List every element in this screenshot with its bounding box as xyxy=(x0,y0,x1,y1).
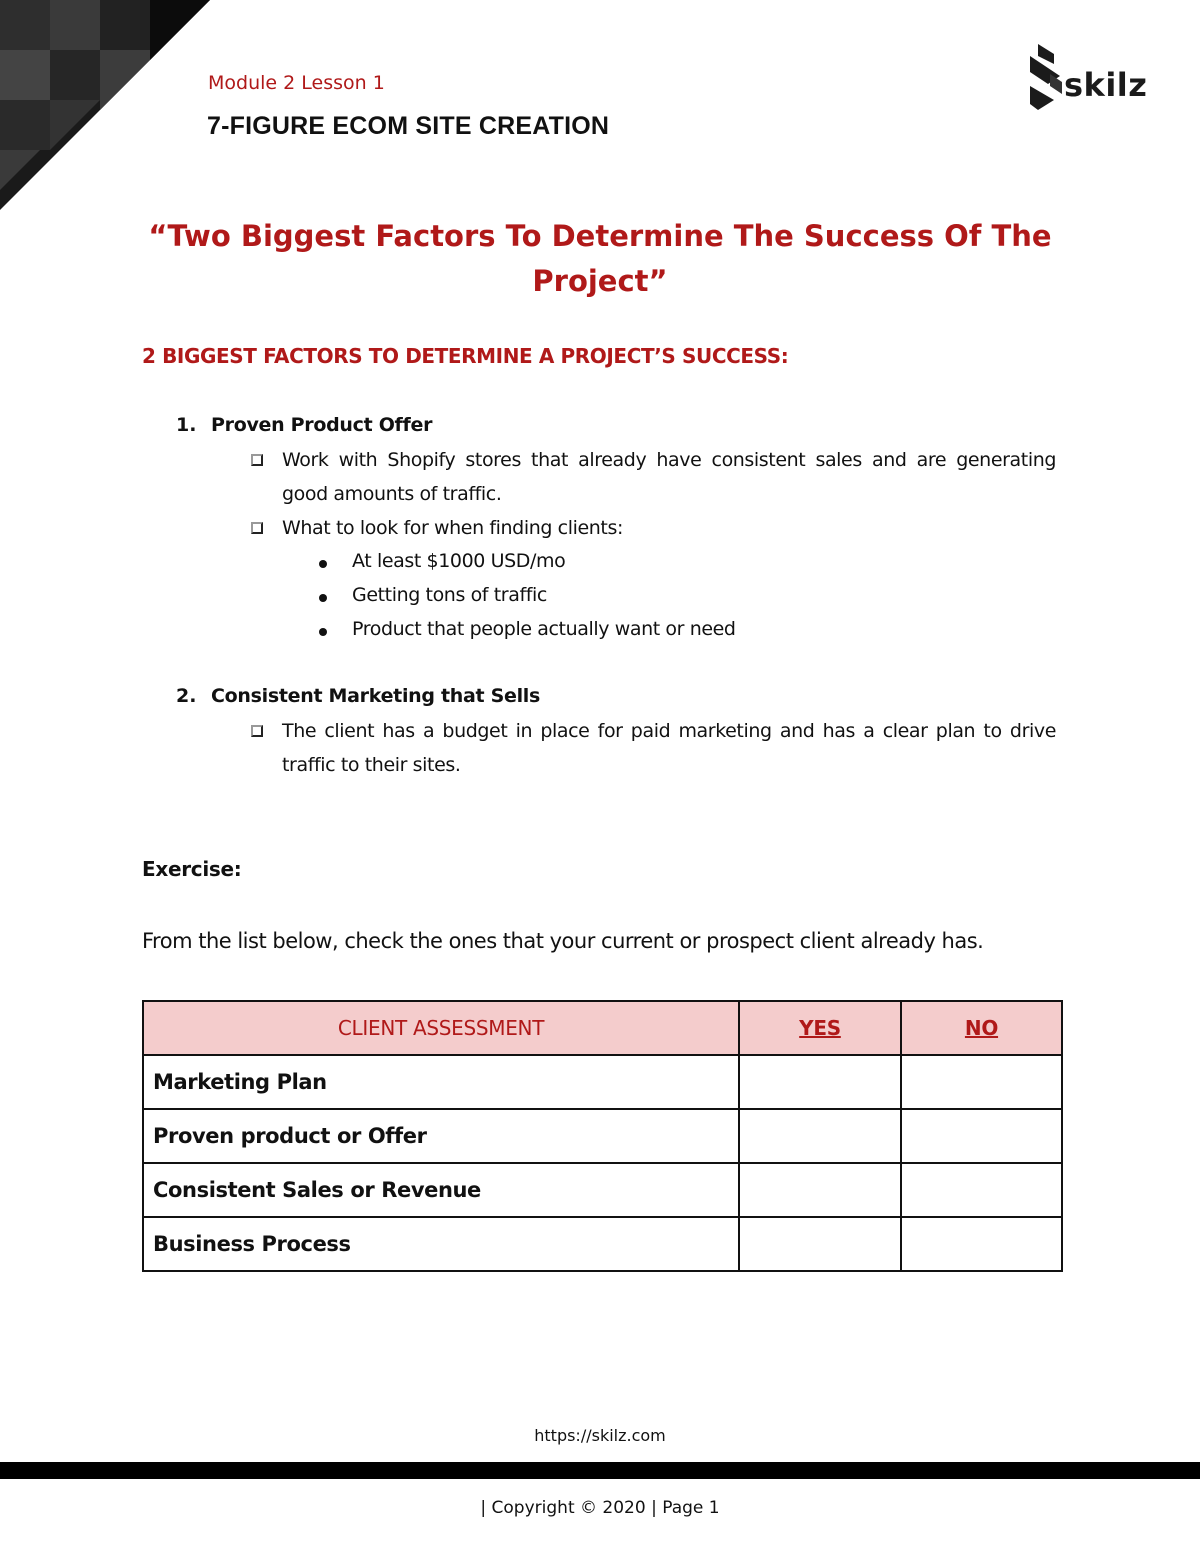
assessment-item: Marketing Plan xyxy=(143,1055,739,1109)
column-header-yes: YES xyxy=(739,1001,901,1055)
checkbox-icon xyxy=(251,725,263,737)
footer-url-link[interactable]: https://skilz.com xyxy=(534,1426,666,1445)
footer-copyright: | Copyright © 2020 | Page 1 xyxy=(480,1498,720,1518)
sub-bullet: Product that people actually want or need xyxy=(352,618,736,640)
no-cell[interactable] xyxy=(901,1055,1062,1109)
factor-title: Proven Product Offer xyxy=(211,414,433,436)
sub-bullet: Getting tons of traffic xyxy=(352,584,547,606)
factor-title: Consistent Marketing that Sells xyxy=(211,685,541,707)
client-assessment-table xyxy=(142,1000,1063,1272)
main-title-line1: “Two Biggest Factors To Determine The Success Of The xyxy=(148,219,1052,253)
assessment-item: Business Process xyxy=(143,1217,739,1271)
table-row xyxy=(143,1055,1062,1109)
footer-divider xyxy=(0,1462,1200,1479)
column-header-assessment: CLIENT ASSESSMENT xyxy=(143,1001,739,1055)
yes-cell[interactable] xyxy=(739,1217,901,1271)
no-cell[interactable] xyxy=(901,1109,1062,1163)
table-header-row xyxy=(143,1001,1062,1055)
section-heading: 2 BIGGEST FACTORS TO DETERMINE A PROJECT’S SUCCESS: xyxy=(142,344,789,368)
factor-point: Work with Shopify stores that already have consistent sales and are generating good amounts of traffic. xyxy=(282,449,1056,505)
no-cell[interactable] xyxy=(901,1163,1062,1217)
bullet-dot-icon xyxy=(319,560,327,568)
exercise-instruction: From the list below, check the ones that your current or prospect client already has. xyxy=(142,929,984,953)
assessment-item: Consistent Sales or Revenue xyxy=(143,1163,739,1217)
bullet-dot-icon xyxy=(319,628,327,636)
checkbox-icon xyxy=(251,454,263,466)
module-label: Module 2 Lesson 1 xyxy=(208,72,385,94)
table-row xyxy=(143,1217,1062,1271)
table-row xyxy=(143,1163,1062,1217)
factor-point: The client has a budget in place for paid marketing and has a clear plan to drive traffic to their sites. xyxy=(282,720,1056,776)
yes-cell[interactable] xyxy=(739,1163,901,1217)
factor-number: 1. xyxy=(176,414,197,436)
factor-point: What to look for when finding clients: xyxy=(282,517,623,539)
table-row xyxy=(143,1109,1062,1163)
main-title-line2: Project” xyxy=(532,264,668,298)
no-cell[interactable] xyxy=(901,1217,1062,1271)
course-title: 7-FIGURE ECOM SITE CREATION xyxy=(207,112,610,140)
yes-cell[interactable] xyxy=(739,1109,901,1163)
assessment-item: Proven product or Offer xyxy=(143,1109,739,1163)
corner-decoration xyxy=(0,0,210,210)
logo-text: skilz xyxy=(1064,66,1148,104)
sub-bullet: At least $1000 USD/mo xyxy=(352,550,566,572)
bullet-dot-icon xyxy=(319,594,327,602)
checkbox-icon xyxy=(251,522,263,534)
main-title xyxy=(120,214,1080,304)
factor-number: 2. xyxy=(176,685,197,707)
yes-cell[interactable] xyxy=(739,1055,901,1109)
column-header-no: NO xyxy=(901,1001,1062,1055)
exercise-label: Exercise: xyxy=(142,857,242,881)
